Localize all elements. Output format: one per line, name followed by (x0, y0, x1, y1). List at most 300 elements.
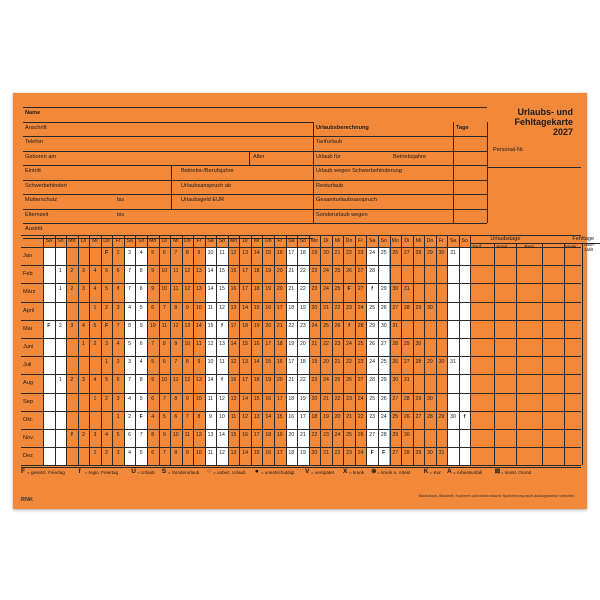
day-cell: 23 (346, 450, 352, 457)
day-header-7: Sa (126, 238, 133, 244)
day-cell: 20 (265, 322, 272, 329)
day-cell: 13 (196, 377, 202, 384)
month-label-3: April (23, 307, 35, 314)
day-cell: 19 (276, 432, 283, 438)
day-cell: 12 (172, 322, 179, 329)
day-cell: 21 (334, 359, 341, 366)
day-cell: 30 (415, 341, 422, 347)
day-header-13: Fr (196, 238, 202, 244)
day-cell: 9 (197, 359, 201, 366)
day-cell: 8 (139, 286, 143, 293)
day-cell: 18 (299, 359, 306, 366)
day-header-26: Do (345, 238, 353, 244)
day-cell: 15 (265, 359, 272, 366)
day-cell: 5 (151, 250, 155, 256)
berechnung-rule (313, 151, 487, 152)
day-cell: 11 (207, 395, 214, 402)
day-cell: 10 (184, 341, 191, 347)
day-cell: 24 (357, 450, 364, 457)
day-cell: 21 (346, 413, 352, 420)
day-cell: 4 (105, 432, 108, 438)
day-cell: 28 (403, 395, 410, 402)
berechnung-tage-header: Tage (456, 124, 469, 131)
day-cell: 29 (415, 395, 422, 402)
day-cell: 16 (265, 395, 272, 402)
day-cell: 18 (288, 395, 295, 402)
day-cell: 19 (299, 304, 306, 311)
day-header-11: Mi (173, 238, 179, 244)
day-cell: 21 (334, 250, 341, 256)
day-cell: 20 (311, 304, 318, 311)
day-cell: 5 (105, 268, 108, 275)
day-cell: 1 (116, 413, 120, 420)
summary-urlaubstage: Urlaubstage (490, 236, 521, 242)
month-label-7: Aug (23, 380, 33, 387)
field-divider (171, 165, 172, 209)
day-cell: 13 (242, 250, 248, 256)
day-cell: 10 (196, 304, 202, 311)
legend-symbol-5: ● (254, 468, 259, 475)
day-cell: 2 (81, 432, 85, 438)
day-cell: 7 (174, 359, 178, 366)
field-divider (249, 151, 250, 166)
day-cell: 14 (207, 268, 214, 275)
legend-text-9: = Kur (429, 470, 441, 475)
day-cell: 6 (162, 359, 166, 366)
day-cell: 5 (128, 341, 132, 347)
day-cell: 24 (323, 286, 329, 293)
field-label-7: Elternzeit (25, 211, 49, 218)
day-cell: 30 (403, 432, 410, 438)
day-cell: 9 (151, 286, 155, 293)
day-header-24: Di (323, 238, 329, 244)
day-cell: 19 (311, 359, 318, 366)
day-cell: f (348, 322, 350, 329)
day-cell: 29 (380, 377, 387, 384)
day-cell: 7 (116, 322, 120, 329)
day-cell: 20 (311, 395, 318, 402)
summary-krank: krank (565, 244, 577, 249)
day-cell: 15 (219, 286, 225, 293)
day-cell: 23 (369, 413, 376, 420)
day-cell: 4 (116, 341, 120, 347)
day-cell: 30 (438, 250, 445, 256)
day-cell: 28 (380, 432, 387, 438)
day-cell: 25 (380, 359, 387, 366)
berechnung-row-5: Sonderurlaub wegen (316, 211, 368, 218)
summary-col-line (582, 243, 583, 465)
field-label-0: Name (25, 110, 41, 116)
day-cell: 29 (427, 359, 433, 366)
day-cell: 3 (81, 286, 85, 293)
day-cell: 20 (276, 377, 283, 384)
field-label-3: Geboren am (25, 153, 57, 160)
day-cell: 18 (299, 250, 306, 256)
day-cell: 30 (392, 286, 399, 293)
day-cell: 26 (380, 395, 387, 402)
day-cell: 14 (265, 413, 272, 420)
day-cell: 22 (288, 322, 295, 329)
day-cell: 19 (265, 268, 272, 275)
day-cell: 21 (323, 304, 329, 311)
legend-text-11: = sonst. Grund (500, 470, 532, 475)
day-cell: 7 (128, 377, 132, 384)
field-label-1: Anschrift (25, 124, 47, 131)
day-header-22: So (299, 238, 307, 244)
day-cell: 19 (311, 250, 318, 256)
day-cell: 10 (207, 359, 214, 366)
field-label-8: Austritt (25, 226, 43, 232)
brand-logo: RNK (21, 497, 33, 503)
day-cell: 6 (116, 377, 120, 384)
day-cell: 19 (299, 450, 306, 457)
day-cell: 7 (128, 286, 132, 293)
day-cell: 1 (93, 304, 97, 311)
day-cell: 18 (253, 268, 260, 275)
day-cell: f (371, 286, 374, 293)
day-header-29: So (380, 238, 387, 244)
personal-nr: Personal-Nr. (493, 146, 525, 153)
day-cell: 4 (128, 450, 132, 457)
day-cell: 8 (185, 250, 189, 256)
day-cell: 25 (323, 322, 329, 329)
day-cell: 6 (128, 432, 132, 438)
day-cell: 5 (139, 304, 143, 311)
day-header-4: Mi (92, 238, 98, 244)
day-cell: 6 (151, 395, 155, 402)
day-cell: 17 (288, 250, 295, 256)
day-cell: f (463, 413, 466, 420)
day-cell: 9 (174, 341, 178, 347)
day-cell: 25 (346, 432, 352, 438)
day-cell: 28 (392, 341, 399, 347)
day-cell: 15 (242, 341, 248, 347)
legend-text-7: = krank (349, 470, 365, 475)
month-label-4: Mai (23, 325, 33, 332)
day-cell: 2 (70, 268, 74, 275)
day-cell: 20 (299, 341, 306, 347)
day-cell: f (221, 322, 223, 329)
day-cell: 13 (230, 395, 237, 402)
day-cell: 12 (184, 377, 191, 384)
day-cell: 16 (253, 341, 260, 347)
day-header-14: Sa (207, 238, 214, 244)
day-cell: 25 (334, 268, 341, 275)
day-header-20: Fr (277, 238, 283, 244)
day-cell: 24 (357, 395, 364, 402)
day-cell: f (221, 377, 223, 384)
field-rule (23, 122, 313, 123)
day-cell: 21 (299, 432, 306, 438)
day-cell: 19 (265, 377, 272, 384)
title-year: 2027 (552, 127, 573, 137)
day-cell: 22 (299, 377, 306, 384)
day-cell: 16 (230, 268, 237, 275)
day-cell: 18 (276, 341, 283, 347)
day-cell: 20 (311, 450, 318, 457)
day-cell: 2 (116, 250, 120, 256)
day-cell: 12 (196, 432, 202, 438)
day-header-25: Mi (334, 238, 341, 244)
legend-text-2: = Urlaub (137, 470, 155, 475)
day-cell: 29 (415, 304, 422, 311)
legend-symbol-6: V (305, 468, 310, 475)
day-cell: 8 (162, 341, 166, 347)
day-cell: 25 (334, 286, 341, 293)
day-cell: 8 (139, 268, 143, 275)
day-cell: 1 (58, 268, 62, 275)
day-cell: 24 (369, 359, 376, 366)
day-cell: 22 (334, 450, 341, 457)
day-cell: 18 (288, 450, 295, 457)
day-cell: 30 (427, 304, 433, 311)
day-cell: 20 (276, 286, 283, 293)
day-cell: 22 (334, 304, 341, 311)
day-cell: 23 (357, 250, 364, 256)
berechnung-betriebsjahre: Betriebsjahre (393, 153, 426, 160)
day-cell: 25 (392, 413, 399, 420)
day-cell: 31 (450, 250, 456, 256)
day-cell: 3 (70, 322, 74, 329)
personal-nr-rule (487, 167, 581, 168)
day-cell: 14 (207, 286, 214, 293)
day-cell: 11 (184, 432, 191, 438)
day-cell: 18 (265, 432, 272, 438)
day-header-19: Do (264, 238, 272, 244)
month-label-11: Dez (23, 453, 33, 460)
day-cell: 26 (346, 377, 352, 384)
day-cell: 21 (276, 322, 283, 329)
day-cell: 27 (403, 250, 410, 256)
day-cell: 10 (172, 432, 179, 438)
day-cell: 11 (173, 377, 179, 384)
day-cell: 1 (105, 359, 108, 366)
day-header-0: Sa (45, 238, 52, 244)
day-cell: 5 (162, 413, 166, 420)
day-cell: 4 (139, 250, 143, 256)
berechnung-row-3: Resturlaub (316, 182, 344, 189)
field-rule (23, 194, 313, 195)
day-cell: 5 (93, 322, 97, 329)
legend-symbol-2: U (131, 468, 136, 475)
day-cell: 20 (276, 268, 283, 275)
day-cell: 21 (311, 341, 318, 347)
day-cell: 25 (334, 377, 341, 384)
legend-text-0: = gesetzl. Feiertag (27, 470, 65, 475)
day-cell: 31 (450, 359, 456, 366)
day-header-23: Mo (310, 238, 319, 244)
day-cell: 8 (174, 450, 178, 457)
day-header-35: Sa (449, 238, 457, 244)
day-cell: 1 (58, 286, 62, 293)
day-cell: 31 (403, 377, 410, 384)
day-cell: 15 (253, 395, 260, 402)
day-cell: 23 (299, 322, 306, 329)
day-cell: 27 (369, 432, 376, 438)
day-cell: 2 (116, 359, 120, 366)
day-header-3: Di (80, 238, 86, 244)
day-cell: 26 (392, 250, 399, 256)
day-cell: 27 (392, 304, 399, 311)
day-cell: 17 (265, 341, 272, 347)
day-cell: 23 (357, 359, 364, 366)
form-top-rule (23, 107, 487, 108)
day-cell: 23 (311, 286, 318, 293)
summary-col-line (470, 243, 471, 465)
day-cell: 3 (116, 304, 120, 311)
day-cell: 12 (207, 341, 214, 347)
day-cell: 19 (299, 395, 306, 402)
day-cell: 26 (334, 322, 341, 329)
day-cell: 21 (288, 377, 295, 384)
day-cell: 6 (151, 304, 155, 311)
month-label-9: Okt. (23, 416, 34, 423)
day-cell: F (104, 322, 109, 329)
month-label-0: Jan (23, 253, 33, 259)
day-cell: 27 (357, 268, 364, 275)
day-cell: 5 (116, 432, 120, 438)
day-cell: 10 (149, 322, 156, 329)
day-cell: 15 (219, 268, 225, 275)
day-cell: 30 (438, 359, 445, 366)
day-cell: 20 (334, 413, 341, 420)
day-cell: 23 (346, 304, 352, 311)
day-cell: 15 (265, 250, 272, 256)
day-cell: 16 (276, 359, 283, 366)
day-cell: 2 (128, 413, 132, 420)
day-cell: 15 (230, 432, 237, 438)
day-cell: 13 (253, 413, 260, 420)
day-cell: 18 (242, 322, 248, 329)
day-cell: F (382, 450, 386, 457)
day-cell: 12 (219, 304, 225, 311)
day-header-2: Mo (68, 238, 76, 244)
day-cell: 29 (380, 286, 387, 293)
day-cell: 10 (161, 377, 168, 384)
day-cell: 12 (242, 413, 248, 420)
berechnung-rule (313, 223, 487, 224)
day-cell: 10 (196, 450, 202, 457)
day-cell: 14 (242, 395, 248, 402)
day-cell: 11 (219, 250, 225, 256)
day-cell: 11 (173, 268, 179, 275)
day-cell: 17 (230, 322, 237, 329)
day-header-21: Sa (288, 238, 295, 244)
field-betriebs: Betriebs-/Berufsjahre (181, 168, 234, 174)
field-bis2: bis (117, 211, 125, 218)
day-cell: 24 (369, 250, 376, 256)
day-header-1: So (57, 238, 64, 244)
day-cell: 8 (151, 432, 155, 438)
day-header-28: Sa (368, 238, 376, 244)
day-cell: 23 (346, 395, 352, 402)
day-cell: 8 (128, 322, 132, 329)
day-cell: 30 (392, 377, 399, 384)
day-cell: 29 (427, 250, 433, 256)
day-cell: 31 (403, 286, 410, 293)
day-cell: 7 (174, 250, 178, 256)
day-cell: 17 (288, 359, 295, 366)
day-cell: 30 (427, 395, 433, 402)
field-label-6: Mutterschutz (25, 197, 58, 203)
day-cell: 6 (151, 450, 155, 457)
legend-symbol-1: f (78, 468, 81, 475)
day-cell: 12 (219, 450, 225, 457)
day-cell: 3 (116, 450, 120, 457)
day-cell: 17 (276, 395, 283, 402)
day-cell: 13 (196, 286, 202, 293)
day-cell: 16 (276, 250, 283, 256)
day-cell: 10 (207, 250, 214, 256)
day-cell: 22 (357, 413, 364, 420)
berechnung-row-0: Tarifurlaub (316, 139, 343, 145)
day-cell: F (47, 322, 51, 329)
day-cell: 5 (151, 359, 155, 366)
day-cell: 16 (230, 377, 237, 384)
day-cell: 5 (139, 450, 143, 457)
day-cell: 14 (230, 341, 237, 347)
day-cell: 4 (128, 304, 132, 311)
summary-subheader-rule (470, 243, 600, 244)
day-cell: 26 (357, 432, 364, 438)
legend-text-3: = Sonderurlaub (167, 470, 200, 475)
day-header-36: So (461, 238, 468, 244)
month-label-1: Feb (23, 271, 33, 278)
day-cell: 25 (369, 395, 376, 402)
day-cell: 17 (242, 286, 248, 293)
day-cell: 10 (196, 395, 202, 402)
day-cell: 13 (196, 268, 202, 275)
field-rule (23, 136, 313, 137)
day-cell: 10 (161, 268, 168, 275)
day-cell: 13 (207, 432, 214, 438)
day-cell: 9 (209, 413, 212, 420)
day-cell: 8 (139, 377, 143, 384)
day-cell: 13 (230, 304, 237, 311)
day-cell: 5 (139, 395, 143, 402)
legend-symbol-9: K (423, 468, 429, 475)
summary-unbezahlt: unbe-zahlt (584, 242, 596, 252)
calendar-left (43, 235, 44, 465)
day-cell: 12 (184, 286, 191, 293)
day-cell: 29 (403, 341, 410, 347)
legend-text-4: = unbez. Urlaub (213, 470, 246, 475)
day-cell: 27 (357, 286, 364, 293)
day-cell: 9 (151, 377, 155, 384)
day-cell: 14 (253, 250, 260, 256)
day-cell: 18 (253, 286, 260, 293)
day-cell: 3 (128, 359, 132, 366)
day-cell: 18 (288, 304, 295, 311)
day-cell: 1 (81, 341, 85, 347)
day-header-15: So (218, 238, 226, 244)
day-cell: 24 (311, 322, 318, 329)
day-cell: 3 (116, 395, 120, 402)
legend-text-8: = krank o. Attest (377, 470, 411, 475)
day-cell: 11 (196, 341, 202, 347)
field-rule (23, 151, 313, 152)
day-cell: 9 (185, 304, 189, 311)
legend-symbol-10: A (447, 468, 452, 475)
day-header-10: Di (161, 238, 167, 244)
day-cell: 15 (276, 413, 283, 420)
berechnung-rule (313, 180, 487, 181)
day-cell: 20 (288, 432, 295, 438)
day-cell: F (104, 250, 109, 256)
day-cell: 26 (346, 268, 352, 275)
day-cell: 3 (81, 377, 85, 384)
day-cell: 27 (392, 395, 399, 402)
